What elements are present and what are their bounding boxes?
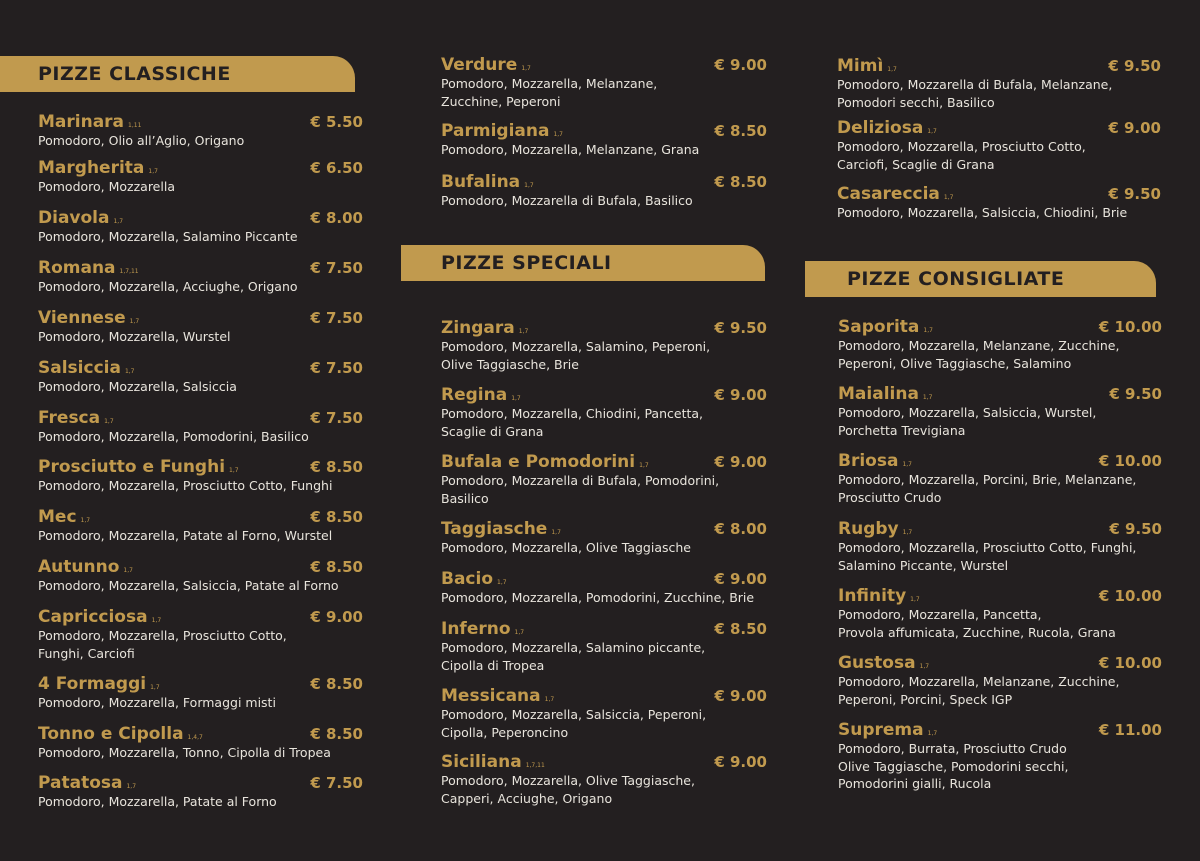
pizza-ingredients: Pomodoro, Mozzarella di Bufala, Melanzane, Pomodori secchi, Basilico [837, 77, 1113, 110]
pizza-price: € 8.00 [714, 520, 767, 538]
pizza-name-text: Suprema [838, 720, 924, 740]
pizza-name-text: Autunno [38, 557, 120, 577]
menu-item-header [837, 56, 1161, 78]
pizza-ingredients: Pomodoro, Mozzarella, Chiodini, Pancetta, Scaglie di Grana [441, 406, 704, 439]
pizza-name-text: Romana [38, 258, 116, 278]
allergen-codes: 1,7 [511, 395, 521, 402]
pizza-name-text: Casareccia [837, 184, 940, 204]
menu-item [38, 507, 363, 545]
section-title: PIZZE CLASSICHE [38, 63, 231, 85]
menu-item-header [38, 674, 363, 696]
pizza-price: € 8.50 [310, 558, 363, 576]
pizza-ingredients: Pomodoro, Olio all’Aglio, Origano [38, 133, 245, 148]
pizza-ingredients: Pomodoro, Burrata, Prosciutto Crudo Olive Taggiasche, Pomodorini secchi, Pomodorini gialli, Rucola [838, 741, 1069, 791]
pizza-ingredients: Pomodoro, Mozzarella [38, 179, 175, 194]
pizza-price: € 9.50 [714, 319, 767, 337]
pizza-price: € 7.50 [310, 359, 363, 377]
allergen-codes: 1,7 [887, 66, 897, 73]
pizza-price: € 8.50 [310, 508, 363, 526]
allergen-codes: 1,7 [514, 629, 525, 636]
menu-item-header [441, 121, 767, 143]
menu-item-header [441, 619, 767, 641]
menu-item-header [838, 586, 1162, 608]
pizza-name [441, 569, 507, 589]
pizza-price: € 7.50 [310, 409, 363, 427]
pizza-name [38, 158, 158, 178]
pizza-price: € 8.50 [310, 458, 363, 476]
pizza-price: € 9.00 [714, 56, 767, 74]
menu-item [441, 752, 767, 807]
pizza-name-text: Inferno [441, 619, 511, 639]
pizza-ingredients: Pomodoro, Mozzarella, Patate al Forno [38, 794, 277, 809]
menu-item-header [838, 653, 1162, 675]
menu-item [38, 258, 363, 296]
menu-item-header [38, 408, 363, 430]
menu-item [441, 619, 767, 674]
pizza-name [441, 172, 534, 192]
pizza-name-text: Taggiasche [441, 519, 548, 539]
pizza-name [838, 384, 932, 404]
allergen-codes: 1,7 [910, 596, 920, 603]
menu-item [837, 118, 1161, 173]
pizza-price: € 9.50 [1109, 385, 1162, 403]
pizza-name [441, 55, 531, 75]
pizza-ingredients: Pomodoro, Mozzarella, Prosciutto Cotto, Funghi, Carciofi [38, 628, 287, 661]
menu-item [838, 586, 1162, 641]
allergen-codes: 1,7 [544, 696, 555, 703]
allergen-codes: 1,7 [919, 663, 930, 670]
menu-item-header [838, 519, 1162, 541]
allergen-codes: 1,7 [518, 328, 529, 335]
pizza-name [838, 451, 912, 471]
pizza-name [441, 452, 649, 472]
pizza-name [38, 607, 161, 627]
allergen-codes: 1,7 [104, 418, 114, 425]
pizza-name [838, 317, 933, 337]
pizza-ingredients: Pomodoro, Mozzarella, Salsiccia, Patate al Forno [38, 578, 339, 593]
pizza-name-text: Maialina [838, 384, 919, 404]
pizza-ingredients: Pomodoro, Mozzarella, Olive Taggiasche [441, 540, 691, 555]
pizza-ingredients: Pomodoro, Mozzarella, Salamino piccante, Cipolla di Tropea [441, 640, 706, 673]
pizza-price: € 9.50 [1108, 185, 1161, 203]
allergen-codes: 1,7 [129, 318, 140, 325]
pizza-name-text: Diavola [38, 208, 110, 228]
allergen-codes: 1,7 [902, 461, 912, 468]
pizza-name [38, 208, 123, 228]
pizza-name [38, 408, 114, 428]
menu-item-header [441, 318, 767, 340]
allergen-codes: 1,7 [553, 131, 563, 138]
pizza-name-text: Capricciosa [38, 607, 148, 627]
menu-item-header [38, 457, 363, 479]
allergen-codes: 1,7 [943, 194, 954, 201]
pizza-ingredients: Pomodoro, Mozzarella, Salamino Piccante [38, 229, 298, 244]
pizza-price: € 7.50 [310, 309, 363, 327]
menu-item-header [441, 452, 767, 474]
pizza-name-text: Margherita [38, 158, 145, 178]
menu-item [441, 569, 767, 607]
pizza-name [38, 457, 239, 477]
menu-item-header [837, 118, 1161, 140]
pizza-name [838, 653, 929, 673]
menu-item-header [38, 724, 363, 746]
section-header-classiche [0, 56, 355, 92]
menu-item [838, 384, 1162, 439]
pizza-name [837, 56, 897, 76]
menu-item-header [441, 385, 767, 407]
pizza-price: € 7.50 [310, 259, 363, 277]
pizza-price: € 9.00 [714, 687, 767, 705]
menu-item [441, 452, 767, 507]
menu-item-header [838, 384, 1162, 406]
menu-item [838, 653, 1162, 708]
pizza-ingredients: Pomodoro, Mozzarella, Salsiccia, Peperoni, Cipolla, Peperoncino [441, 707, 707, 740]
allergen-codes: 1,7 [123, 567, 133, 574]
pizza-price: € 10.00 [1098, 587, 1162, 605]
menu-item-header [38, 158, 363, 180]
pizza-ingredients: Pomodoro, Mozzarella, Patate al Forno, Wurstel [38, 528, 333, 543]
pizza-ingredients: Pomodoro, Mozzarella, Tonno, Cipolla di Tropea [38, 745, 331, 760]
pizza-name-text: Infinity [838, 586, 907, 606]
menu-item-header [38, 258, 363, 280]
menu-item [38, 112, 363, 150]
pizza-name-text: Bacio [441, 569, 494, 589]
pizza-ingredients: Pomodoro, Mozzarella, Pomodorini, Zucchine, Brie [441, 590, 755, 605]
allergen-codes: 1,7 [126, 783, 137, 790]
pizza-name [837, 184, 953, 204]
menu-item [38, 457, 363, 495]
menu-item [838, 720, 1162, 793]
menu-item-header [38, 308, 363, 330]
menu-item-header [441, 686, 767, 708]
section-title: PIZZE CONSIGLIATE [847, 268, 1065, 290]
menu-item-header [38, 208, 363, 230]
pizza-name [38, 308, 139, 328]
menu-item-header [38, 557, 363, 579]
pizza-name [838, 519, 912, 539]
pizza-name [441, 121, 563, 141]
pizza-ingredients: Pomodoro, Mozzarella, Salamino, Peperoni, Olive Taggiasche, Brie [441, 339, 711, 372]
allergen-codes: 1,7 [150, 684, 160, 691]
pizza-price: € 8.50 [714, 173, 767, 191]
menu-item-header [441, 55, 767, 77]
pizza-name-text: Mec [38, 507, 77, 527]
pizza-price: € 8.50 [310, 675, 363, 693]
pizza-name [441, 318, 528, 338]
menu-item-header [38, 112, 363, 134]
menu-item [38, 308, 363, 346]
menu-item [441, 385, 767, 440]
pizza-price: € 10.00 [1098, 654, 1162, 672]
menu-item [38, 674, 363, 712]
menu-item-header [38, 358, 363, 380]
menu-item-header [441, 752, 767, 774]
pizza-name-text: Mimì [837, 56, 884, 76]
pizza-ingredients: Pomodoro, Mozzarella, Acciughe, Origano [38, 279, 298, 294]
pizza-price: € 9.00 [1108, 119, 1161, 137]
menu-item-header [838, 317, 1162, 339]
pizza-name-text: Regina [441, 385, 508, 405]
allergen-codes: 1,7 [922, 394, 933, 401]
pizza-ingredients: Pomodoro, Mozzarella, Porcini, Brie, Melanzane, Prosciutto Crudo [838, 472, 1137, 505]
pizza-name-text: Viennese [38, 308, 126, 328]
pizza-name-text: Salsiccia [38, 358, 121, 378]
menu-item [837, 184, 1161, 222]
menu-item-header [38, 507, 363, 529]
allergen-codes: 1,7 [124, 368, 135, 375]
pizza-name [38, 258, 139, 278]
pizza-price: € 9.00 [310, 608, 363, 626]
pizza-ingredients: Pomodoro, Mozzarella, Olive Taggiasche, Capperi, Acciughe, Origano [441, 773, 695, 806]
pizza-name [441, 686, 554, 706]
pizza-price: € 9.00 [714, 570, 767, 588]
pizza-name [38, 112, 141, 132]
pizza-name-text: Prosciutto e Funghi [38, 457, 226, 477]
menu-item [441, 686, 767, 741]
menu-item [441, 318, 767, 373]
allergen-codes: 1,7 [113, 218, 124, 225]
pizza-ingredients: Pomodoro, Mozzarella di Bufala, Basilico [441, 193, 693, 208]
pizza-name [838, 720, 937, 740]
pizza-price: € 9.00 [714, 386, 767, 404]
pizza-price: € 6.50 [310, 159, 363, 177]
allergen-codes: 1,7 [151, 617, 162, 624]
pizza-name [441, 519, 561, 539]
menu-item [838, 317, 1162, 372]
pizza-ingredients: Pomodoro, Mozzarella, Prosciutto Cotto, Funghi [38, 478, 333, 493]
pizza-price: € 8.50 [714, 620, 767, 638]
pizza-name-text: Deliziosa [837, 118, 924, 138]
pizza-name [38, 724, 203, 744]
pizza-name [38, 773, 136, 793]
menu-item [441, 55, 767, 110]
pizza-price: € 8.00 [310, 209, 363, 227]
menu-item [441, 121, 767, 159]
pizza-price: € 8.50 [714, 122, 767, 140]
pizza-ingredients: Pomodoro, Mozzarella, Prosciutto Cotto, Carciofi, Scaglie di Grana [837, 139, 1086, 172]
allergen-codes: 1,7 [521, 65, 531, 72]
menu-item [38, 408, 363, 446]
menu-item [441, 172, 767, 210]
pizza-ingredients: Pomodoro, Mozzarella, Melanzane, Zucchine, Peperoni, Porcini, Speck IGP [838, 674, 1120, 707]
menu-item-header [837, 184, 1161, 206]
pizza-price: € 5.50 [310, 113, 363, 131]
pizza-ingredients: Pomodoro, Mozzarella, Salsiccia [38, 379, 237, 394]
menu-item [38, 724, 363, 762]
pizza-price: € 9.50 [1108, 57, 1161, 75]
pizza-name-text: Marinara [38, 112, 125, 132]
pizza-name [441, 385, 521, 405]
pizza-ingredients: Pomodoro, Mozzarella, Melanzane, Zucchine, Peperoni [441, 76, 658, 109]
pizza-name-text: Fresca [38, 408, 101, 428]
pizza-name-text: Messicana [441, 686, 541, 706]
section-header-speciali [401, 245, 765, 281]
menu-item [838, 451, 1162, 506]
pizza-name [38, 674, 160, 694]
pizza-price: € 7.50 [310, 774, 363, 792]
menu-item [38, 158, 363, 196]
allergen-codes: 1,7 [923, 327, 933, 334]
pizza-name [38, 507, 90, 527]
pizza-name [837, 118, 937, 138]
pizza-ingredients: Pomodoro, Mozzarella, Prosciutto Cotto, Funghi, Salamino Piccante, Wurstel [838, 540, 1137, 573]
menu-item [838, 519, 1162, 574]
section-header-consigliate [805, 261, 1156, 297]
pizza-price: € 8.50 [310, 725, 363, 743]
pizza-price: € 9.50 [1109, 520, 1162, 538]
allergen-codes: 1,7 [80, 517, 91, 524]
allergen-codes: 1,4,7 [187, 734, 203, 741]
menu-item [38, 557, 363, 595]
allergen-codes: 1,7 [229, 467, 239, 474]
menu-item-header [838, 451, 1162, 473]
allergen-codes: 1,7 [927, 730, 938, 737]
pizza-name [38, 557, 133, 577]
pizza-ingredients: Pomodoro, Mozzarella, Wurstel [38, 329, 231, 344]
allergen-codes: 1,7 [639, 462, 649, 469]
pizza-ingredients: Pomodoro, Mozzarella, Pancetta, Provola affumicata, Zucchine, Rucola, Grana [838, 607, 1116, 640]
pizza-name [38, 358, 135, 378]
pizza-name-text: Gustosa [838, 653, 916, 673]
pizza-name-text: Briosa [838, 451, 899, 471]
pizza-name-text: Bufalina [441, 172, 521, 192]
allergen-codes: 1,7 [148, 168, 158, 175]
allergen-codes: 1,7,11 [119, 268, 139, 275]
menu-item [837, 56, 1161, 111]
menu-item [441, 519, 767, 557]
pizza-name-text: Rugby [838, 519, 899, 539]
menu-item-header [38, 607, 363, 629]
menu-item [38, 358, 363, 396]
pizza-name-text: Bufala e Pomodorini [441, 452, 636, 472]
menu-item [38, 773, 363, 811]
pizza-price: € 9.00 [714, 453, 767, 471]
menu-item-header [441, 172, 767, 194]
menu-item-header [441, 569, 767, 591]
pizza-price: € 9.00 [714, 753, 767, 771]
allergen-codes: 1,7 [524, 182, 534, 189]
pizza-name-text: Patatosa [38, 773, 123, 793]
pizza-ingredients: Pomodoro, Mozzarella di Bufala, Pomodorini, Basilico [441, 473, 720, 506]
menu-item [38, 208, 363, 246]
menu-item [38, 607, 363, 662]
allergen-codes: 1,7,11 [525, 762, 545, 769]
pizza-name-text: 4 Formaggi [38, 674, 147, 694]
allergen-codes: 1,7 [497, 579, 507, 586]
allergen-codes: 1,7 [551, 529, 561, 536]
pizza-price: € 10.00 [1098, 452, 1162, 470]
pizza-price: € 11.00 [1098, 721, 1162, 739]
pizza-name [441, 752, 545, 772]
pizza-ingredients: Pomodoro, Mozzarella, Melanzane, Grana [441, 142, 700, 157]
pizza-ingredients: Pomodoro, Mozzarella, Pomodorini, Basilico [38, 429, 309, 444]
pizza-name [838, 586, 920, 606]
pizza-ingredients: Pomodoro, Mozzarella, Formaggi misti [38, 695, 276, 710]
pizza-price: € 10.00 [1098, 318, 1162, 336]
pizza-name-text: Parmigiana [441, 121, 550, 141]
pizza-name-text: Siciliana [441, 752, 522, 772]
allergen-codes: 1,7 [927, 128, 937, 135]
pizza-ingredients: Pomodoro, Mozzarella, Melanzane, Zucchine, Peperoni, Olive Taggiasche, Salamino [838, 338, 1120, 371]
section-title: PIZZE SPECIALI [441, 252, 612, 274]
allergen-codes: 1,7 [902, 529, 913, 536]
pizza-name-text: Tonno e Cipolla [38, 724, 184, 744]
pizza-ingredients: Pomodoro, Mozzarella, Salsiccia, Chiodini, Brie [837, 205, 1128, 220]
pizza-name [441, 619, 524, 639]
menu-item-header [441, 519, 767, 541]
menu-item-header [38, 773, 363, 795]
pizza-name-text: Verdure [441, 55, 518, 75]
pizza-name-text: Zingara [441, 318, 515, 338]
pizza-name-text: Saporita [838, 317, 920, 337]
allergen-codes: 1,11 [128, 122, 142, 129]
menu-item-header [838, 720, 1162, 742]
pizza-ingredients: Pomodoro, Mozzarella, Salsiccia, Wurstel, Porchetta Trevigiana [838, 405, 1097, 438]
